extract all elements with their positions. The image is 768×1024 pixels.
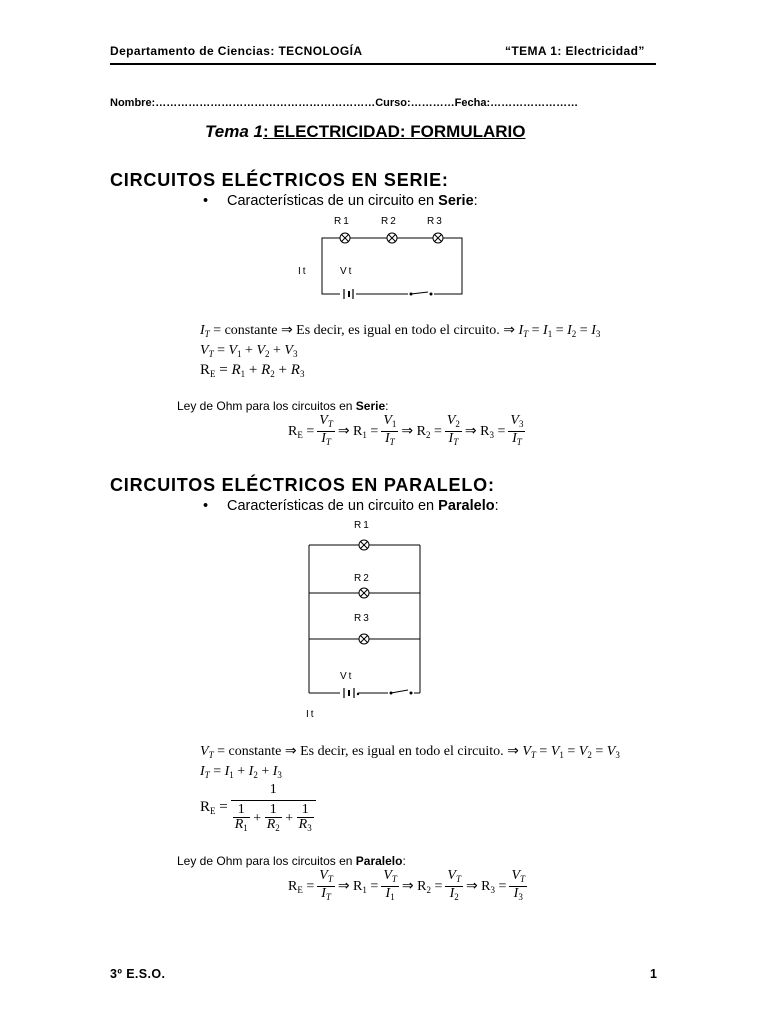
page-title	[205, 122, 526, 142]
paralelo-bullet-text: Características de un circuito en	[227, 498, 439, 514]
serie-heading: CIRCUITOS ELÉCTRICOS EN SERIE:	[110, 170, 449, 190]
paralelo-law-bold: Paralelo	[355, 854, 403, 868]
parallel-circuit-diagram	[300, 515, 430, 725]
serie-formula-current: $I_T$ = constante ⇒ Es decir, es igual en todo el circuito. ⇒ $I_T = I_1 = I_2 = I_3$	[200, 323, 601, 339]
series-label-vt: Vt	[340, 266, 354, 277]
lamp-r3	[433, 233, 443, 243]
paralelo-law-end: :	[402, 854, 406, 868]
serie-formula-resistance: $R_E = R_1 + R_2 + R_3$	[200, 362, 305, 379]
paralelo-voltage-text: = constante ⇒ Es decir, es igual en todo el circuito. ⇒	[217, 744, 519, 759]
page-number: 1	[650, 967, 658, 981]
header-department: Departamento de Ciencias: TECNOLOGÍA	[110, 44, 363, 58]
series-label-r2: R2	[381, 216, 398, 227]
serie-law-bold: Serie	[355, 399, 386, 413]
parallel-label-r2: R2	[354, 573, 371, 584]
series-label-r3: R3	[427, 216, 444, 227]
battery-icon	[340, 288, 356, 300]
serie-law-text: Ley de Ohm para los circuitos en	[177, 399, 356, 413]
serie-law-end: :	[385, 399, 389, 413]
parallel-label-r1: R1	[354, 520, 371, 531]
serie-bullet-end: :	[473, 193, 478, 209]
header-rule	[110, 63, 656, 65]
serie-bullet	[203, 193, 478, 209]
parallel-label-r3: R3	[354, 613, 371, 624]
student-form-line: Nombre:……………………………………………………Curso:…………Fecha:……………………	[110, 97, 579, 109]
header-topic: “TEMA 1: Electricidad”	[505, 44, 645, 58]
serie-bullet-bold: Serie	[438, 193, 474, 209]
parallel-label-it: It	[306, 709, 316, 720]
lamp-r2	[359, 588, 369, 598]
paralelo-formula-resistance: $R_E$ = 1 $\frac{1}{R_1}$ + $\frac{1}{R_2}$ + $\frac{1}{R_3}$	[200, 780, 316, 835]
serie-bullet-text: Características de un circuito en	[227, 193, 439, 209]
paralelo-ohm-law-formula: $R_E$ = $\frac{V_T}{I_T}$ ⇒ $R_1$ = $\frac{V_T}{I_1}$ ⇒ $R_2$ = $\frac{V_T}{I_2}$ ⇒ $R_3$ = $\frac{V_T}{I_3}$	[288, 868, 526, 902]
battery-icon	[340, 687, 359, 699]
lamp-r2	[387, 233, 397, 243]
lamp-r3	[359, 634, 369, 644]
paralelo-law-text: Ley de Ohm para los circuitos en	[177, 854, 356, 868]
lamp-r1	[359, 540, 369, 550]
footer-course: 3º E.S.O.	[110, 967, 166, 981]
paralelo-bullet-bold: Paralelo	[438, 498, 495, 514]
paralelo-bullet	[203, 498, 499, 514]
switch-icon	[388, 689, 414, 697]
serie-ohm-law-label	[177, 399, 388, 413]
bullet-dot: •	[203, 498, 209, 514]
series-circuit-diagram	[290, 210, 470, 300]
parallel-label-vt: Vt	[340, 671, 354, 682]
serie-ohm-law-formula: $R_E$ = $\frac{V_T}{I_T}$ ⇒ $R_1$ = $\frac{V_1}{I_T}$ ⇒ $R_2$ = $\frac{V_2}{I_T}$ ⇒ $R_3$ = $\frac{V_3}{I_T}$	[288, 413, 524, 447]
paralelo-formula-current: $I_T = I_1 + I_2 + I_3$	[200, 764, 282, 780]
paralelo-ohm-law-label	[177, 854, 406, 868]
paralelo-bullet-end: :	[494, 498, 499, 514]
lamp-r1	[340, 233, 350, 243]
series-label-r1: R1	[334, 216, 351, 227]
paralelo-heading: CIRCUITOS ELÉCTRICOS EN PARALELO:	[110, 475, 495, 495]
series-label-it: It	[298, 266, 308, 277]
serie-current-text: = constante ⇒ Es decir, es igual en todo el circuito. ⇒	[213, 323, 515, 338]
switch-icon	[408, 290, 434, 298]
title-prefix: Tema 1	[205, 122, 263, 141]
paralelo-formula-voltage: $V_T$ = constante ⇒ Es decir, es igual en todo el circuito. ⇒ $V_T = V_1 = V_2 = V_3$	[200, 744, 620, 760]
bullet-dot: •	[203, 193, 209, 209]
serie-formula-voltage: $V_T = V_1 + V_2 + V_3$	[200, 343, 298, 359]
title-rest: : ELECTRICIDAD: FORMULARIO	[262, 122, 526, 141]
